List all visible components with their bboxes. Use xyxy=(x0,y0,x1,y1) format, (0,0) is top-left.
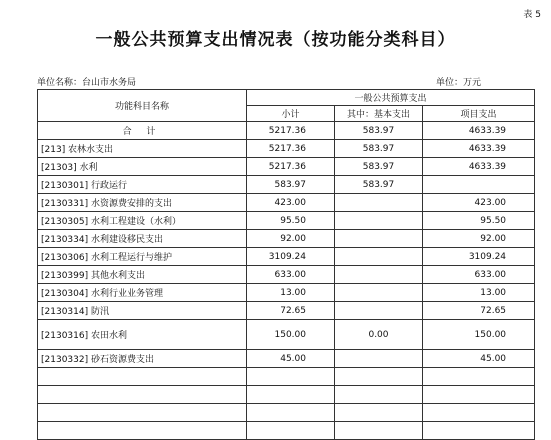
basic-cell xyxy=(335,368,423,386)
subtotal-cell: 5217.36 xyxy=(247,140,335,158)
table-row xyxy=(38,368,535,386)
subject-cell: [2130314] 防汛 xyxy=(38,302,247,320)
project-cell xyxy=(423,386,535,404)
project-cell xyxy=(423,368,535,386)
table-row xyxy=(38,386,535,404)
header-project-expenditure: 项目支出 xyxy=(423,106,535,122)
subject-cell xyxy=(38,404,247,422)
currency-unit-label: 单位：万元 xyxy=(436,78,482,88)
subject-cell xyxy=(38,368,247,386)
subject-cell: [2130399] 其他水利支出 xyxy=(38,266,247,284)
table-row xyxy=(38,302,535,320)
subtotal-cell: 150.00 xyxy=(247,320,335,350)
table-row xyxy=(38,158,535,176)
project-cell: 72.65 xyxy=(423,302,535,320)
project-cell xyxy=(423,404,535,422)
subtotal-cell: 423.00 xyxy=(247,194,335,212)
basic-cell xyxy=(335,386,423,404)
project-cell: 633.00 xyxy=(423,266,535,284)
subtotal-cell: 72.65 xyxy=(247,302,335,320)
subject-cell: [213] 农林水支出 xyxy=(38,140,247,158)
subtotal-cell: 95.50 xyxy=(247,212,335,230)
total-row xyxy=(38,122,535,140)
project-cell xyxy=(423,176,535,194)
table-row xyxy=(38,176,535,194)
basic-cell xyxy=(335,194,423,212)
basic-cell xyxy=(335,302,423,320)
basic-cell: 583.97 xyxy=(335,122,423,140)
table-row xyxy=(38,212,535,230)
basic-cell: 0.00 xyxy=(335,320,423,350)
header-subject-name: 功能科目名称 xyxy=(38,90,247,122)
unit-name-label: 单位名称：台山市水务局 xyxy=(37,78,137,88)
subtotal-cell xyxy=(247,422,335,440)
subtotal-cell xyxy=(247,386,335,404)
table-row xyxy=(38,140,535,158)
table-row xyxy=(38,248,535,266)
subject-cell: [2130334] 水利建设移民支出 xyxy=(38,230,247,248)
subject-cell: [21303] 水利 xyxy=(38,158,247,176)
basic-cell: 583.97 xyxy=(335,158,423,176)
basic-cell: 583.97 xyxy=(335,140,423,158)
budget-table xyxy=(37,89,535,440)
basic-cell: 583.97 xyxy=(335,176,423,194)
basic-cell xyxy=(335,350,423,368)
table-number-tag: 表 5 xyxy=(523,10,541,20)
subject-cell: [2130305] 水利工程建设（水利） xyxy=(38,212,247,230)
subtotal-cell xyxy=(247,404,335,422)
table-row xyxy=(38,350,535,368)
basic-cell xyxy=(335,404,423,422)
subtotal-cell: 5217.36 xyxy=(247,122,335,140)
header-basic-expenditure: 其中：基本支出 xyxy=(335,106,423,122)
project-cell: 423.00 xyxy=(423,194,535,212)
subject-cell: 合 计 xyxy=(38,122,247,140)
subject-cell: [2130332] 砂石资源费支出 xyxy=(38,350,247,368)
subtotal-cell: 92.00 xyxy=(247,230,335,248)
subject-cell: [2130304] 水利行业业务管理 xyxy=(38,284,247,302)
table-row xyxy=(38,404,535,422)
project-cell: 92.00 xyxy=(423,230,535,248)
table-row xyxy=(38,320,535,350)
subtotal-cell: 5217.36 xyxy=(247,158,335,176)
basic-cell xyxy=(335,266,423,284)
header-subtotal: 小计 xyxy=(247,106,335,122)
subject-cell: [2130316] 农田水利 xyxy=(38,320,247,350)
project-cell: 13.00 xyxy=(423,284,535,302)
subtotal-cell xyxy=(247,368,335,386)
table-row xyxy=(38,194,535,212)
project-cell: 4633.39 xyxy=(423,158,535,176)
subject-cell: [2130301] 行政运行 xyxy=(38,176,247,194)
subject-cell: [2130331] 水资源费安排的支出 xyxy=(38,194,247,212)
subject-cell xyxy=(38,386,247,404)
subtotal-cell: 13.00 xyxy=(247,284,335,302)
project-cell xyxy=(423,422,535,440)
basic-cell xyxy=(335,284,423,302)
table-row xyxy=(38,266,535,284)
subtotal-cell: 45.00 xyxy=(247,350,335,368)
page-title: 一般公共预算支出情况表（按功能分类科目） xyxy=(95,30,456,50)
subject-cell: [2130306] 水利工程运行与维护 xyxy=(38,248,247,266)
basic-cell xyxy=(335,230,423,248)
table-row xyxy=(38,284,535,302)
basic-cell xyxy=(335,212,423,230)
subject-cell xyxy=(38,422,247,440)
project-cell: 4633.39 xyxy=(423,140,535,158)
subtotal-cell: 583.97 xyxy=(247,176,335,194)
project-cell: 95.50 xyxy=(423,212,535,230)
project-cell: 4633.39 xyxy=(423,122,535,140)
basic-cell xyxy=(335,248,423,266)
subtotal-cell: 3109.24 xyxy=(247,248,335,266)
basic-cell xyxy=(335,422,423,440)
project-cell: 45.00 xyxy=(423,350,535,368)
table-row xyxy=(38,422,535,440)
project-cell: 150.00 xyxy=(423,320,535,350)
subtotal-cell: 633.00 xyxy=(247,266,335,284)
project-cell: 3109.24 xyxy=(423,248,535,266)
table-row xyxy=(38,230,535,248)
header-general-budget: 一般公共预算支出 xyxy=(247,90,535,106)
